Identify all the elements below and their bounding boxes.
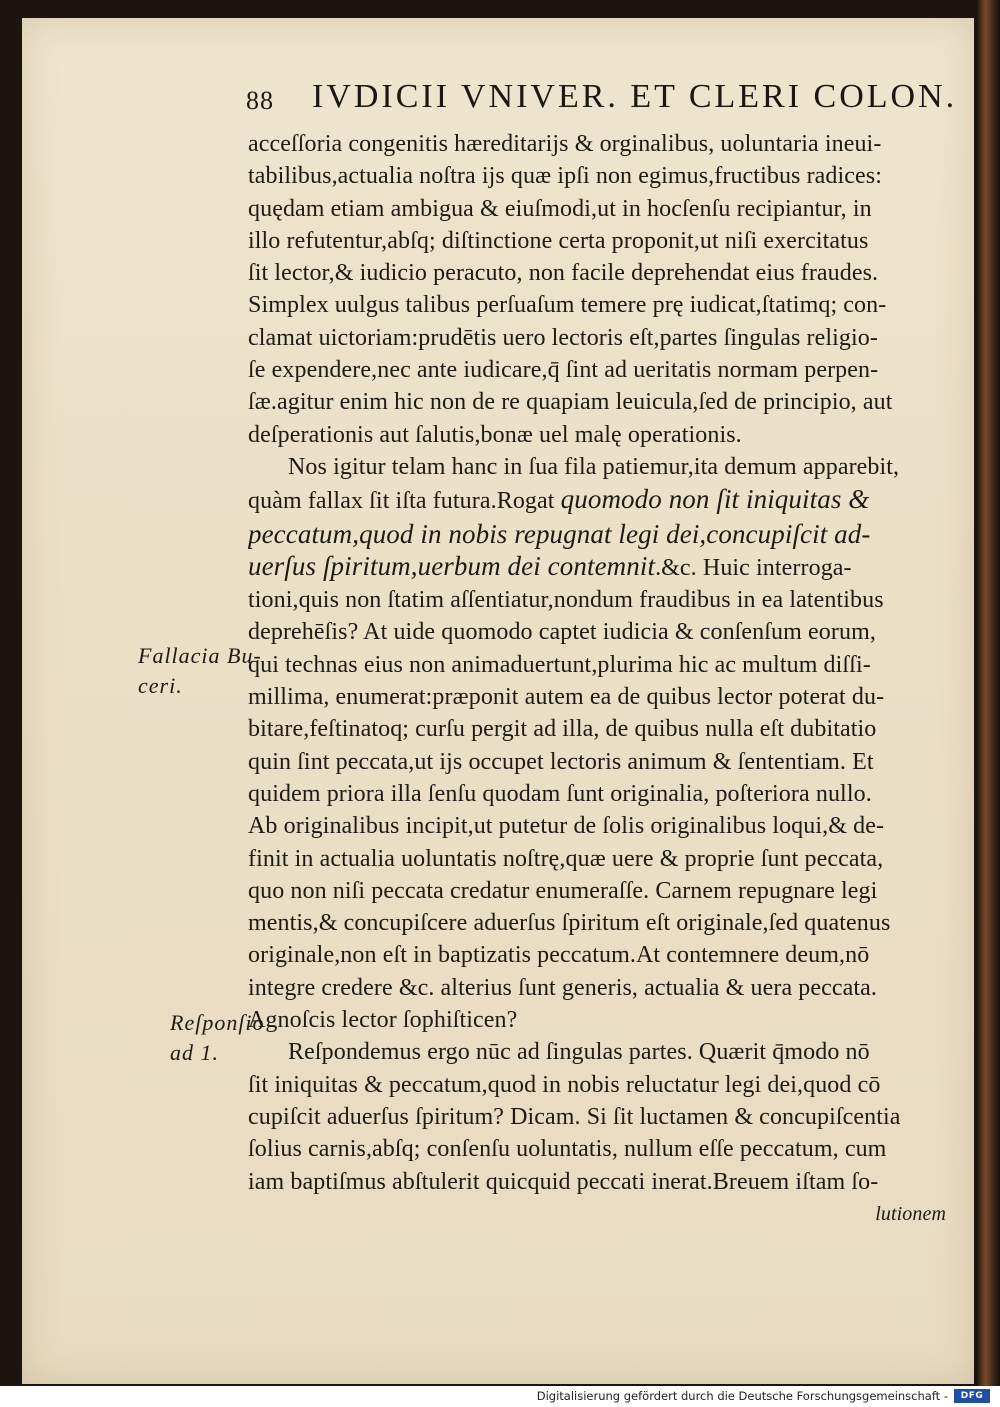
roman-run: quàm fallax ſit iſta futura.Rogat xyxy=(248,488,561,515)
text-line: originale,non eſt in baptizatis peccatum.At contemnere deum,nō xyxy=(248,942,870,969)
margin-note-line: ad 1. xyxy=(170,1040,219,1065)
italic-quotation: quomodo non ſit iniquitas & xyxy=(560,484,870,515)
text-line: deprehēſis? At uide quomodo captet iudicia & conſenſum eorum, xyxy=(248,619,876,646)
text-line: deſperationis aut ſalutis,bonæ uel malę operationis. xyxy=(248,421,742,448)
text-line-mixed xyxy=(248,483,946,517)
text-line: bitare,feſtinatoq; curſu pergit ad illa, de quibus nulla eſt dubitatio xyxy=(248,716,877,743)
margin-note-line: Reſponſio xyxy=(170,1010,265,1035)
catchword: lutionem xyxy=(875,1202,946,1225)
text-line: cupiſcit aduerſus ſpiritum? Dicam. Si ſit luctamen & concupiſcentia xyxy=(248,1103,901,1130)
main-text-block xyxy=(248,128,946,1230)
text-line: ſæ.agitur enim hic non de re quapiam leuicula,ſed de principio, aut xyxy=(248,389,893,416)
text-line: mentis,& concupiſcere aduerſus ſpiritum eſt originale,ſed quatenus xyxy=(248,910,891,937)
text-line: tioni,quis non ſtatim aſſentiatur,nondum fraudibus in ea latentibus xyxy=(248,587,884,614)
text-line: iam baptiſmus abſtulerit quicquid peccati inerat.Breuem iſtam ſo- xyxy=(248,1168,879,1195)
margin-note-fallacia xyxy=(138,641,262,701)
text-line: quo non niſi peccata credatur enumeraſſe. Carnem repugnare legi xyxy=(248,877,878,904)
paragraph-start-line: Reſpondemus ergo nūc ad ſingulas partes. Quærit q̄modo nō xyxy=(288,1039,870,1066)
text-line: clamat uictoriam:prudētis uero lectoris eſt,partes ſingulas religio- xyxy=(248,324,878,351)
text-line: millima, enumerat:præponit autem ea de quibus lector poterat du- xyxy=(248,684,885,711)
text-line: ſe expendere,nec ante iudicare,q̄ ſint ad ueritatis normam perpen- xyxy=(248,357,879,384)
dfg-logo: DFG xyxy=(954,1389,990,1403)
text-line: Ab originalibus incipit,ut putetur de ſolis originalibus loqui,& de- xyxy=(248,813,885,840)
text-line: quędam etiam ambigua & eiuſmodi,ut in hocſenſu recipiantur, in xyxy=(248,195,872,222)
text-line: quin ſint peccata,ut ijs occupet lectoris animum & ſententiam. Et xyxy=(248,748,874,775)
paragraph-start-line: Nos igitur telam hanc in ſua fila patiemur,ita demum apparebit, xyxy=(288,453,900,480)
text-line-mixed xyxy=(248,550,946,584)
margin-note-line: ceri. xyxy=(138,673,183,698)
text-line: acceſſoria congenitis hæreditarijs & orginalibus, uoluntaria ineui- xyxy=(248,131,882,157)
text-line: ſit iniquitas & peccatum,quod in nobis reluctatur legi dei,quod cō xyxy=(248,1071,881,1098)
running-head: IVDICII VNIVER. ET CLERI COLON. xyxy=(312,78,958,115)
text-line: ſolius carnis,abſq; conſenſu uoluntatis, nullum eſſe peccatum, cum xyxy=(248,1136,887,1163)
footer-bar xyxy=(0,1386,1000,1407)
page-number: 88 xyxy=(246,86,274,115)
text-line: finit in actualia uoluntatis noſtrę,quæ uere & proprie ſunt peccata, xyxy=(248,845,884,872)
text-line: ſit lector,& iudicio peracuto, non facile deprehendat eius fraudes. xyxy=(248,260,879,287)
text-line: quidem priora illa ſenſu quodam ſunt originalia, poſteriora nullo. xyxy=(248,780,872,807)
funding-credit: Digitalisierung gefördert durch die Deutsche Forschungsgemeinschaft - xyxy=(536,1389,948,1403)
text-line: illo refutentur,abſq; diſtinctione certa proponit,ut niſi exercitatus xyxy=(248,227,869,254)
text-line: Simplex uulgus talibus perſuaſum temere prę iudicat,ſtatimq; con- xyxy=(248,292,887,319)
margin-note-line: Fallacia Bu- xyxy=(138,643,262,668)
italic-quotation-line: peccatum,quod in nobis repugnat legi dei,concupiſcit ad- xyxy=(248,518,871,549)
roman-run: .&c. Huic interroga- xyxy=(655,554,852,581)
text-line: qui technas eius non animaduertunt,plurima hic ac multum diſſi- xyxy=(248,651,871,678)
italic-quotation: uerſus ſpiritum,uerbum dei contemnit xyxy=(248,550,656,581)
text-line: Agnoſcis lector ſophiſticen? xyxy=(248,1007,518,1034)
book-edge xyxy=(978,0,1000,1386)
margin-note-responsio xyxy=(170,1008,265,1068)
text-line: integre credere &c. alterius ſunt generis, actualia & uera peccata. xyxy=(248,974,878,1001)
text-line: tabilibus,actualia noſtra ijs quæ ipſi non egimus,fructibus radices: xyxy=(248,163,883,190)
